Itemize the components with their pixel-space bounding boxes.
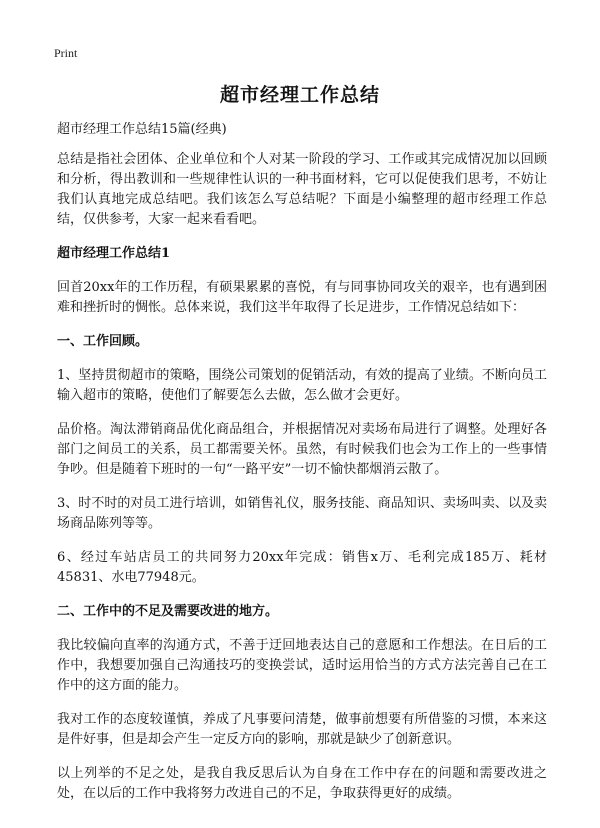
review-item-6: 6、经过车站店员工的共同努力20xx年完成：销售x万、毛利完成185万、耗材45831、水电77948元。: [57, 550, 547, 585]
document-subtitle: 超市经理工作总结15篇(经典): [57, 122, 227, 137]
review-item-2: 品价格。淘汰滞销商品优化商品组合，并根据情况对卖场布局进行了调整。处理好各部门之间员工的关系，员工都需要关怀。虽然，有时候我们也会为工作上的一些事情争吵。但是随着下班时的一句“一路平安”一切不愉快都烟消云散了。: [57, 422, 547, 477]
heading-work-review: 一、工作回顾。: [57, 334, 149, 349]
review-item-1: 1、坚持贯彻超市的策略，围绕公司策划的促销活动，有效的提高了业绩。不断向员工输入超市的策略，使他们了解要怎么去做，怎么做才会更好。: [57, 368, 547, 403]
shortcoming-paragraph-1: 我比较偏向直率的沟通方式，不善于迂回地表达自己的意愿和工作想法。在日后的工作中，我想要加强自己沟通技巧的变换尝试，适时运用恰当的方式方法完善自己在工作中的这方面的能力。: [57, 638, 547, 693]
section-intro-paragraph: 回首20xx年的工作历程，有硕果累累的喜悦，有与同事协同攻关的艰辛，也有遇到困难和挫折时的惆怅。总体来说，我们这半年取得了长足进步，工作情况总结如下：: [57, 280, 547, 315]
intro-paragraph: 总结是指社会团体、企业单位和个人对某一阶段的学习、工作或其完成情况加以回顾和分析，得出教训和一些规律性认识的一种书面材料，它可以促使我们思考，不妨让我们认真地完成总结吧。我们该怎么写总结呢？下面是小编整理的超市经理工作总结，仅供参考，大家一起来看看吧。: [57, 152, 547, 227]
document-body: [57, 120, 547, 818]
heading-shortcomings: 二、工作中的不足及需要改进的地方。: [57, 604, 279, 619]
review-item-3: 3、时不时的对员工进行培训，如销售礼仪，服务技能、商品知识、卖场叫卖、以及卖场商品陈列等等。: [57, 496, 547, 531]
shortcoming-paragraph-2: 我对工作的态度较谨慎，养成了凡事要问清楚，做事前想要有所借鉴的习惯，本来这是件好事，但是却会产生一定反方向的影响，那就是缺少了创新意识。: [57, 712, 547, 747]
document-title: 超市经理工作总结: [219, 84, 380, 106]
section-title: 超市经理工作总结1: [57, 246, 171, 261]
print-label[interactable]: Print: [54, 46, 78, 60]
closing-paragraph: 以上列举的不足之处，是我自我反思后认为自身在工作中存在的问题和需要改进之处，在以后的工作中我将努力改进自己的不足，争取获得更好的成绩。: [57, 766, 547, 801]
